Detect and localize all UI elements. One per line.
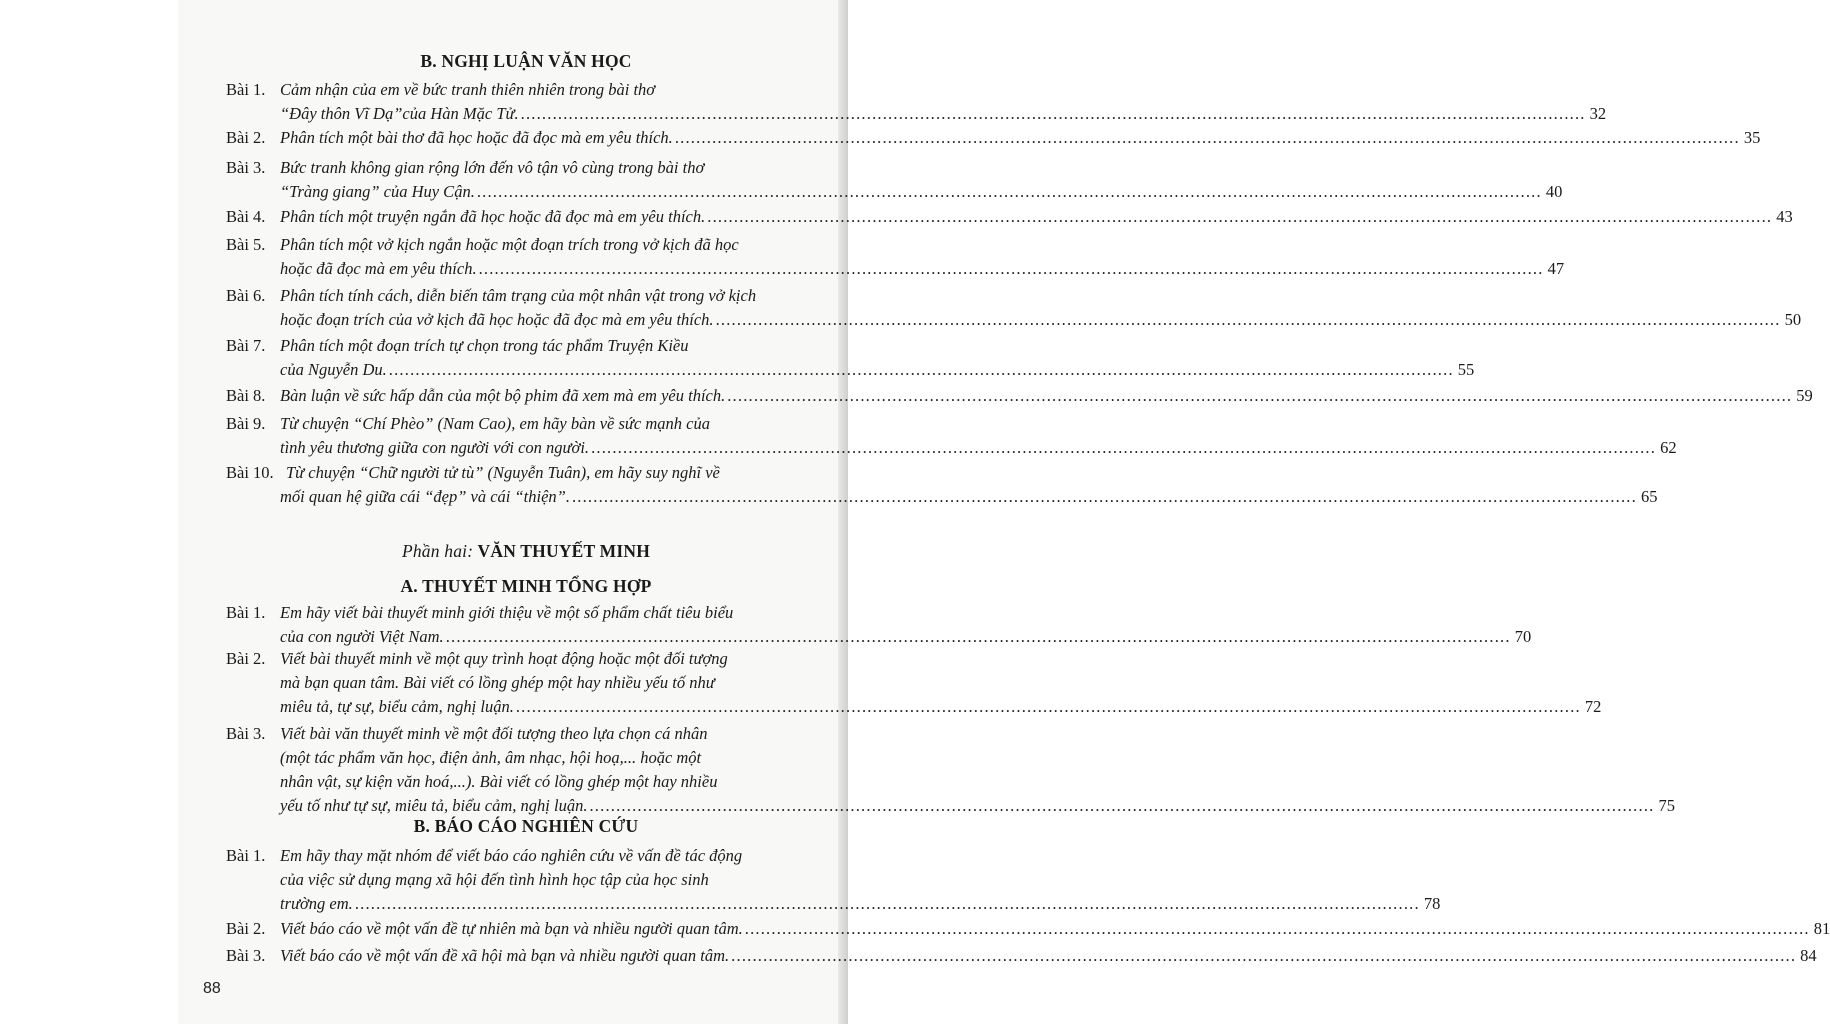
entry-text: nhân vật, sự kiện văn hoá,...). Bài viết có lồng ghép một hay nhiều [280,771,718,791]
entry-line [280,413,825,435]
entry-label: Bài 3. [226,946,266,965]
entry-line [280,869,825,891]
entry-text: Viết báo cáo về một vấn đề xã hội mà bạn và nhiều người quan tâm. [280,946,730,965]
entry-text: Viết bài văn thuyết minh về một đối tượng theo lựa chọn cá nhân [280,724,708,743]
entry-text: hoặc đoạn trích của vở kịch đã học hoặc đã đọc mà em yêu thích. [280,309,714,329]
entry-text: Viết báo cáo về một vấn đề tự nhiên mà bạn và nhiều người quan tâm. [280,919,743,938]
entry-line [280,157,825,179]
part-heading [226,540,826,562]
entry-line [280,771,825,793]
entry-page: 70 [1514,626,1532,646]
entry-line [280,602,825,624]
entry-label: Bài 10. [226,463,274,482]
page-number: 88 [203,980,221,997]
leader-dots: ........................................................................................................................................................................................................ [354,893,1420,913]
leader-dots: ........................................................................................................................................................................................................ [478,258,1544,278]
entry-page: 55 [1457,359,1475,379]
entry-text: Phân tích tính cách, diễn biến tâm trạng của một nhân vật trong vở kịch [280,286,757,305]
entry-label: Bài 5. [226,235,266,254]
entry-last-line [280,945,1817,967]
page-edge-shadow [838,0,848,1024]
entry-page: 47 [1547,258,1565,278]
entry-line [280,723,825,745]
entry-text: Viết bài thuyết minh về một quy trình hoạt động hoặc một đối tượng [280,649,728,668]
entry-last-line [280,309,1802,331]
entry-line [280,672,825,694]
entry-last-line [280,696,1602,718]
entry-line [280,845,825,867]
entry-page: 62 [1660,437,1677,457]
entry-text: Phân tích một bài thơ đã học hoặc đã đọc mà em yêu thích. [280,128,673,147]
entry-text: yếu tố như tự sự, miêu tả, biểu cảm, nghị luận. [280,795,588,815]
entry-label: Bài 3. [226,158,266,177]
entry-last-line [280,918,1830,940]
entry-line [280,234,825,256]
entry-text: của con người Việt Nam. [280,626,444,646]
leader-dots: ........................................................................................................................................................................................................ [589,795,1655,815]
entry-text: tình yêu thương giữa con người với con người. [280,437,590,457]
entry-last-line [280,181,1563,203]
entry-page: 65 [1640,486,1658,506]
entry-text: trường em. [280,893,353,913]
entry-label: Bài 2. [226,128,266,147]
entry-label: Bài 4. [226,207,266,226]
entry-text: hoặc đã đọc mà em yêu thích. [280,258,477,278]
entry-last-line [280,795,1675,817]
entry-line [280,747,825,769]
entry-last-line [280,127,1761,149]
leader-dots: ........................................................................................................................................................................................................ [515,696,1581,716]
entry-text: “Đây thôn Vĩ Dạ”của Hàn Mặc Tử. [280,103,519,123]
entry-line [280,285,825,307]
entry-page: 32 [1589,103,1607,123]
entry-page: 75 [1658,795,1675,815]
entry-last-line [280,359,1475,381]
section-heading: B. BÁO CÁO NGHIÊN CỨU [413,816,639,836]
entry-text: Em hãy viết bài thuyết minh giới thiệu về một số phẩm chất tiêu biểu [280,603,734,622]
leader-dots: ........................................................................................................................................................................................................ [707,207,1773,226]
entry-text: Bức tranh không gian rộng lớn đến vô tận vô cùng trong bài thơ [280,158,705,177]
entry-label: Bài 1. [226,846,266,865]
entry-text: Phân tích một truyện ngắn đã học hoặc đã đọc mà em yêu thích. [280,207,706,226]
entry-text: Bàn luận về sức hấp dẫn của một bộ phim đã xem mà em yêu thích. [280,386,726,405]
part-label: Phần hai: [401,541,474,561]
entry-label: Bài 8. [226,386,266,405]
entry-page: 84 [1800,946,1817,965]
leader-dots: ........................................................................................................................................................................................................ [731,946,1797,965]
entry-last-line [280,258,1565,280]
leader-dots: ........................................................................................................................................................................................................ [571,486,1637,506]
entry-text: Phân tích một vở kịch ngắn hoặc một đoạn trích trong vở kịch đã học [280,235,739,254]
entry-last-line [280,385,1813,407]
entry-label: Bài 9. [226,414,266,433]
leader-dots: ........................................................................................................................................................................................................ [727,386,1793,405]
entry-page: 40 [1545,181,1563,201]
entry-line [280,648,825,670]
entry-last-line [280,437,1677,459]
entry-text: mà bạn quan tâm. Bài viết có lồng ghép một hay nhiều yếu tố như [280,672,715,692]
entry-text: “Tràng giang” của Huy Cận. [280,181,475,201]
entry-label: Bài 6. [226,286,266,305]
leader-dots: ........................................................................................................................................................................................................ [591,437,1657,457]
leader-dots: ........................................................................................................................................................................................................ [445,626,1511,646]
entry-page: 43 [1776,207,1793,226]
entry-text: Phân tích một đoạn trích tự chọn trong tác phẩm Truyện Kiều [280,336,689,355]
entry-page: 78 [1423,893,1441,913]
entry-line [280,79,825,101]
entry-label: Bài 7. [226,336,266,355]
entry-text: mối quan hệ giữa cái “đẹp” và cái “thiện”. [280,486,570,506]
entry-page: 35 [1743,128,1761,147]
entry-text: Từ chuyện “Chữ người tử tù” (Nguyễn Tuân), em hãy suy nghĩ về [286,463,720,482]
leader-dots: ........................................................................................................................................................................................................ [744,919,1810,938]
entry-page: 59 [1796,386,1813,405]
entry-line [280,335,825,357]
entry-page: 72 [1584,696,1602,716]
entry-page: 50 [1784,309,1802,329]
leader-dots: ........................................................................................................................................................................................................ [476,181,1542,201]
entry-label: Bài 2. [226,649,266,668]
entry-text: của Nguyễn Du. [280,359,387,379]
entry-last-line [280,103,1607,125]
entry-last-line [280,626,1532,648]
part-title: VĂN THUYẾT MINH [473,541,651,561]
entry-last-line [280,206,1793,228]
leader-dots: ........................................................................................................................................................................................................ [674,128,1740,147]
entry-label: Bài 2. [226,919,266,938]
leader-dots: ........................................................................................................................................................................................................ [715,309,1781,329]
entry-text: miêu tả, tự sự, biểu cảm, nghị luận. [280,696,514,716]
entry-text: (một tác phẩm văn học, điện ảnh, âm nhạc, hội hoạ,... hoặc một [280,747,702,767]
entry-label: Bài 3. [226,724,266,743]
leader-dots: ........................................................................................................................................................................................................ [520,103,1586,123]
entry-text: Em hãy thay mặt nhóm để viết báo cáo nghiên cứu về vấn đề tác động [280,846,743,865]
entry-page: 81 [1813,919,1830,938]
entry-last-line [280,893,1441,915]
section-heading: B. NGHỊ LUẬN VĂN HỌC [420,51,632,71]
entry-label: Bài 1. [226,80,266,99]
entry-last-line [280,486,1658,508]
entry-line [286,462,831,484]
entry-text: Từ chuyện “Chí Phèo” (Nam Cao), em hãy bàn về sức mạnh của [280,414,710,433]
entry-text: của việc sử dụng mạng xã hội đến tình hình học tập của học sinh [280,869,709,889]
entry-label: Bài 1. [226,603,266,622]
leader-dots: ........................................................................................................................................................................................................ [388,359,1454,379]
section-heading: A. THUYẾT MINH TỔNG HỢP [400,576,652,596]
entry-text: Cảm nhận của em về bức tranh thiên nhiên trong bài thơ [280,80,656,99]
